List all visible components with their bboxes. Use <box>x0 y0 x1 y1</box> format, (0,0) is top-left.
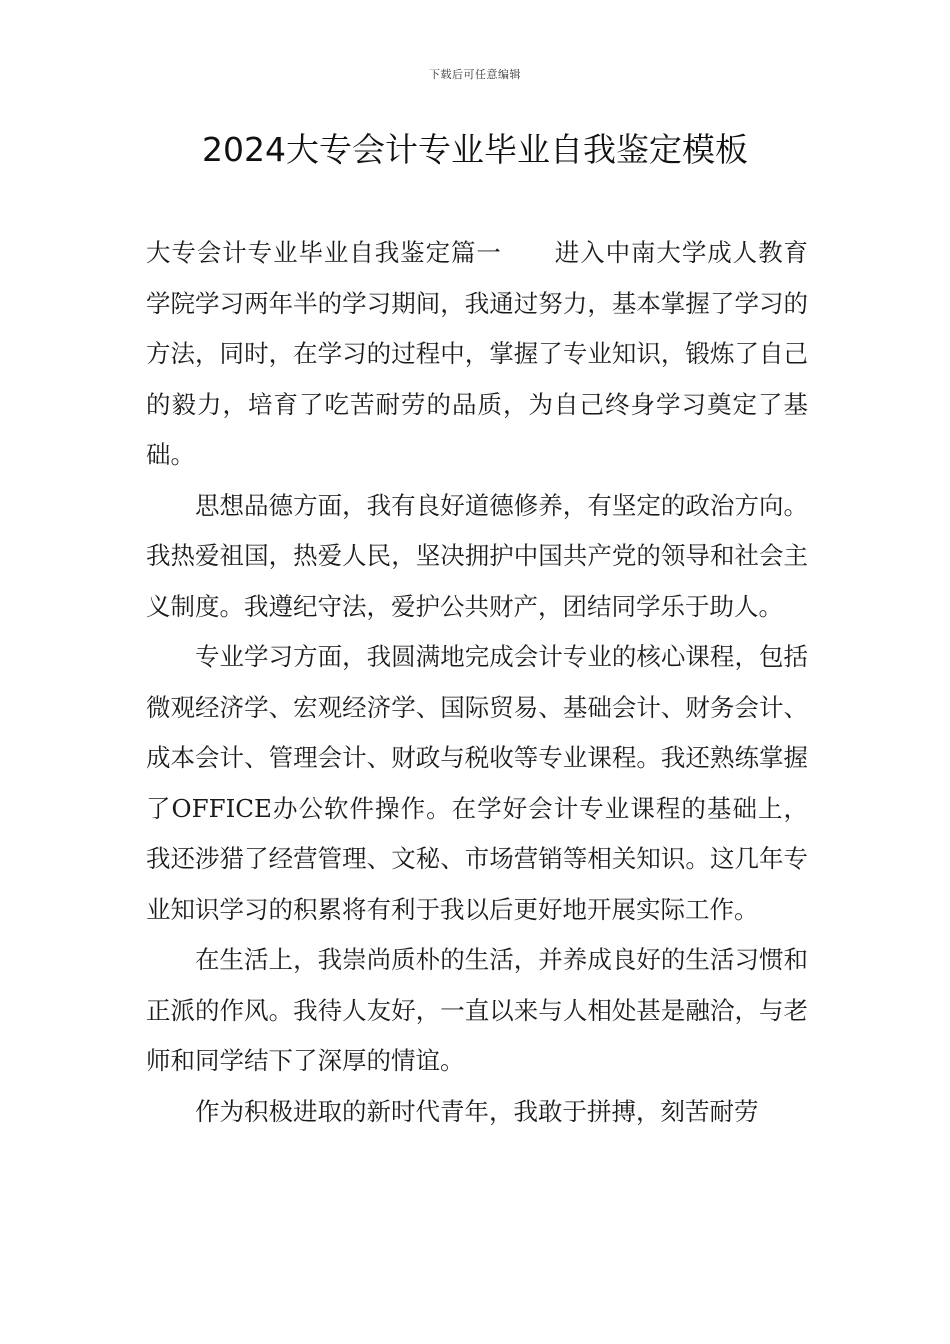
paragraph-study: 专业学习方面，我圆满地完成会计专业的核心课程，包括微观经济学、宏观经济学、国际贸易、基础会计、财务会计、成本会计、管理会计、财政与税收等专业课程。我还熟练掌握了OFFICE办公软件操作。在学好会计专业课程的基础上，我还涉猎了经营管理、文秘、市场营销等相关知识。这几年专业知识学习的积累将有利于我以后更好地开展实际工作。 <box>146 642 808 924</box>
document-title: 2024大专会计专业毕业自我鉴定模板 <box>202 130 748 169</box>
paragraph-life: 在生活上，我崇尚质朴的生活，并养成良好的生活习惯和正派的作风。我待人友好，一直以来与人相处甚是融洽，与老师和同学结下了深厚的情谊。 <box>146 945 808 1075</box>
paragraph-attitude: 作为积极进取的新时代青年，我敢于拼搏，刻苦耐劳 <box>195 1096 759 1126</box>
paragraph-text: 进入中南大学成人教育学院学习两年半的学习期间，我通过努力，基本掌握了学习的方法，同时，在学习的过程中，掌握了专业知识，锻炼了自己的毅力，培育了吃苦耐劳的品质，为自己终身学习奠定了基础。 <box>146 238 809 469</box>
section-heading: 大专会计专业毕业自我鉴定篇一 <box>146 238 502 267</box>
paragraph-moral: 思想品德方面，我有良好道德修养，有坚定的政治方向。我热爱祖国，热爱人民，坚决拥护中国共产党的领导和社会主义制度。我遵纪守法，爱护公共财产，团结同学乐于助人。 <box>146 490 808 621</box>
document-body <box>146 228 808 1137</box>
header-note: 下载后可任意编辑 <box>429 68 521 81</box>
paragraph-intro <box>146 228 808 481</box>
